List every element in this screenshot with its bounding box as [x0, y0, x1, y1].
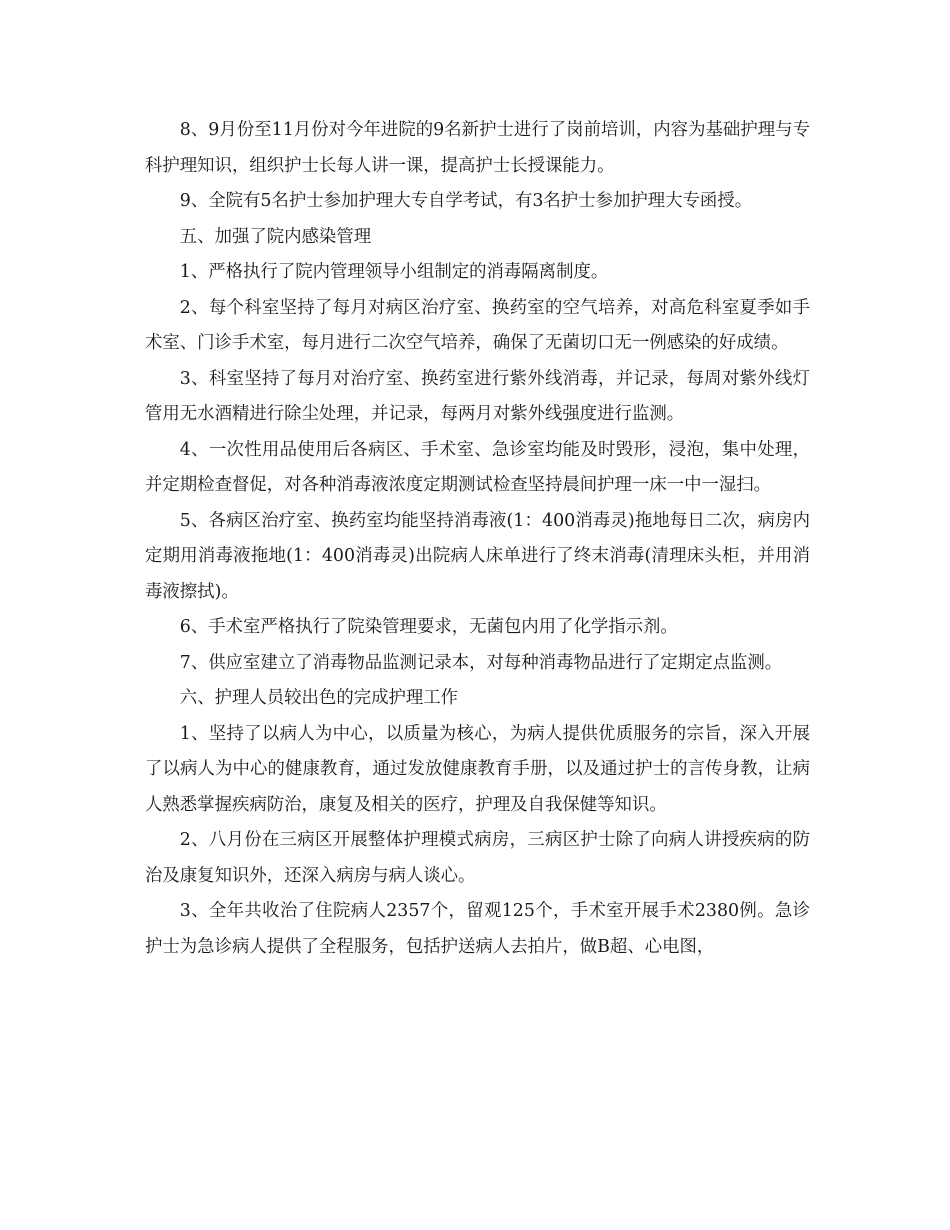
- paragraph-item-8: 8、9月份至11月份对今年进院的9名新护士进行了岗前培训，内容为基础护理与专科护理知识，组织护士长每人讲一课，提高护士长授课能力。: [145, 120, 810, 176]
- paragraph-infection-6: 6、手术室严格执行了院染管理要求，无菌包内用了化学指示剂。: [179, 617, 678, 637]
- paragraph-infection-2: 2、每个科室坚持了每月对病区治疗室、换药室的空气培养，对高危科室夏季如手术室、门诊手术室，每月进行二次空气培养，确保了无菌切口无一例感染的好成绩。: [145, 297, 810, 353]
- paragraph-nursing-1: 1、坚持了以病人为中心，以质量为核心，为病人提供优质服务的宗旨，深入开展了以病人为中心的健康教育，通过发放健康教育手册，以及通过护士的言传身教，让病人熟悉掌握疾病防治，康复及相关的医疗，护理及自我保健等知识。: [145, 723, 810, 815]
- paragraph-nursing-3: 3、全年共收治了住院病人2357个，留观125个，手术室开展手术2380例。急诊护士为急诊病人提供了全程服务，包括护送病人去拍片，做B超、心电图，: [145, 901, 810, 957]
- paragraph-infection-4: 4、一次性用品使用后各病区、手术室、急诊室均能及时毁形，浸泡，集中处理，并定期检查督促，对各种消毒液浓度定期测试检查坚持晨间护理一床一中一湿扫。: [145, 439, 810, 495]
- section-heading-5: 五、加强了院内感染管理: [179, 226, 372, 247]
- paragraph-infection-7: 7、供应室建立了消毒物品监测记录本，对每种消毒物品进行了定期定点监测。: [179, 652, 783, 673]
- paragraph-infection-1: 1、严格执行了院内管理领导小组制定的消毒隔离制度。: [179, 262, 609, 282]
- document-page: [145, 113, 810, 965]
- paragraph-item-9: 9、全院有5名护士参加护理大专自学考试，有3名护士参加护理大专函授。: [179, 191, 753, 211]
- paragraph-infection-5: 5、各病区治疗室、换药室均能坚持消毒液(1：400消毒灵)拖地每日二次，病房内定期用消毒液拖地(1：400消毒灵)出院病人床单进行了终末消毒(清理床头柜，并用消毒液擦拭)。: [145, 510, 810, 602]
- paragraph-infection-3: 3、科室坚持了每月对治疗室、换药室进行紫外线消毒，并记录，每周对紫外线灯管用无水酒精进行除尘处理，并记录，每两月对紫外线强度进行监测。: [145, 368, 810, 424]
- section-heading-6: 六、护理人员较出色的完成护理工作: [179, 688, 459, 708]
- paragraph-nursing-2: 2、八月份在三病区开展整体护理模式病房，三病区护士除了向病人讲授疾病的防治及康复知识外，还深入病房与病人谈心。: [145, 830, 810, 886]
